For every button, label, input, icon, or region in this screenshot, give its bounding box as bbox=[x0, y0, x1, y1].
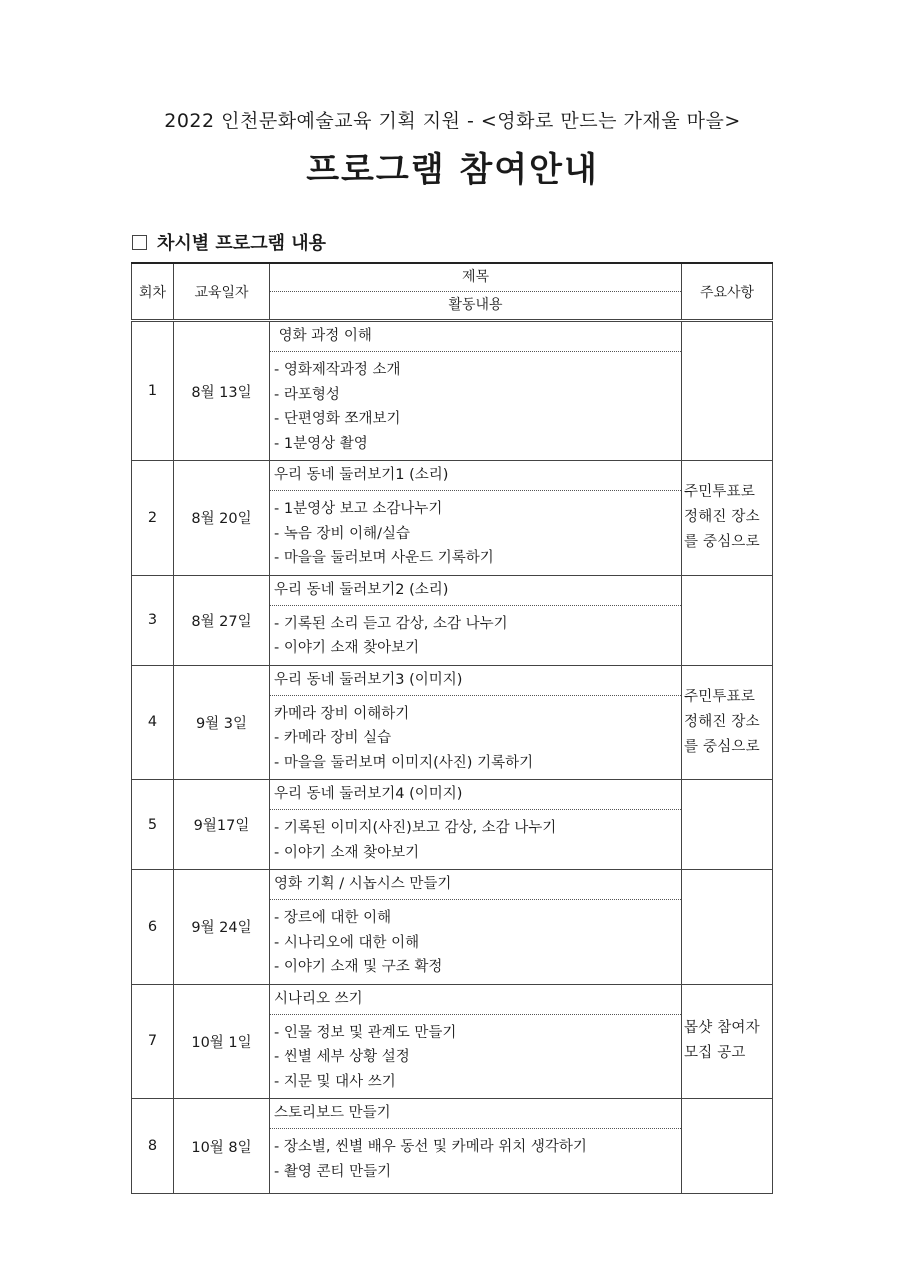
session-title: 스토리보드 만들기 bbox=[270, 1099, 681, 1129]
session-date: 9월 24일 bbox=[174, 870, 270, 985]
session-date: 8월 27일 bbox=[174, 575, 270, 665]
section-heading bbox=[132, 229, 326, 255]
session-content bbox=[270, 870, 682, 985]
activity-item: - 마을을 둘러보며 사운드 기록하기 bbox=[274, 550, 494, 566]
activity-item: - 녹음 장비 이해/실습 bbox=[274, 525, 411, 542]
activity-item: - 마을을 둘러보며 이미지(사진) 기록하기 bbox=[274, 754, 534, 771]
session-note bbox=[682, 780, 773, 870]
activity-item: - 씬별 세부 상황 설정 bbox=[274, 1049, 410, 1065]
session-activities bbox=[270, 900, 681, 984]
session-note bbox=[682, 1099, 773, 1194]
session-activities bbox=[270, 810, 681, 869]
table-row bbox=[132, 461, 773, 576]
session-note bbox=[682, 575, 773, 665]
session-activities bbox=[270, 696, 681, 780]
activity-item: - 촬영 콘티 만들기 bbox=[274, 1163, 392, 1180]
session-number: 8 bbox=[132, 1099, 174, 1194]
session-activities bbox=[270, 491, 681, 575]
table-row bbox=[132, 780, 773, 870]
session-number: 2 bbox=[132, 461, 174, 576]
session-note: 주민투표로 정해진 장소를 중심으로 bbox=[682, 461, 773, 576]
table-row bbox=[132, 984, 773, 1099]
header-no: 회차 bbox=[132, 263, 174, 321]
header-date: 교육일자 bbox=[174, 263, 270, 321]
session-title: 우리 동네 둘러보기2 (소리) bbox=[270, 576, 681, 606]
activity-item: - 이야기 소재 및 구조 확정 bbox=[274, 959, 443, 975]
session-note bbox=[682, 870, 773, 985]
session-number: 4 bbox=[132, 665, 174, 780]
session-activities bbox=[270, 1015, 681, 1099]
session-title: 시나리오 쓰기 bbox=[270, 985, 681, 1015]
session-number: 6 bbox=[132, 870, 174, 985]
session-note: 몹샷 참여자 모집 공고 bbox=[682, 984, 773, 1099]
session-title: 영화 기획 / 시놉시스 만들기 bbox=[270, 870, 681, 900]
session-note: 주민투표로 정해진 장소를 중심으로 bbox=[682, 665, 773, 780]
session-number: 7 bbox=[132, 984, 174, 1099]
document-subtitle: 2022 인천문화예술교육 기획 지원 - <영화로 만드는 가재울 마을> bbox=[164, 110, 741, 132]
table-row bbox=[132, 321, 773, 461]
session-title: 영화 과정 이해 bbox=[270, 322, 681, 352]
session-number: 5 bbox=[132, 780, 174, 870]
activity-item: - 단편영화 쪼개보기 bbox=[274, 411, 401, 427]
activity-item: - 1분영상 보고 소감나누기 bbox=[274, 501, 443, 517]
table-row bbox=[132, 1099, 773, 1194]
header-title: 제목 bbox=[270, 264, 681, 292]
section-title: 차시별 프로그램 내용 bbox=[157, 233, 327, 254]
activity-item: - 영화제작과정 소개 bbox=[274, 362, 401, 378]
session-content bbox=[270, 321, 682, 461]
activity-item: - 기록된 소리 듣고 감상, 소감 나누기 bbox=[274, 615, 508, 632]
session-content bbox=[270, 665, 682, 780]
session-date: 10월 1일 bbox=[174, 984, 270, 1099]
session-activities bbox=[270, 352, 681, 460]
session-date: 9월17일 bbox=[174, 780, 270, 870]
session-number: 1 bbox=[132, 321, 174, 461]
table-row bbox=[132, 665, 773, 780]
session-content bbox=[270, 780, 682, 870]
activity-item: - 라포형성 bbox=[274, 386, 340, 403]
session-date: 8월 13일 bbox=[174, 321, 270, 461]
activity-item: - 기록된 이미지(사진)보고 감상, 소감 나누기 bbox=[274, 820, 557, 836]
table-row bbox=[132, 575, 773, 665]
session-activities bbox=[270, 1129, 681, 1188]
document-title: 프로그램 참여안내 bbox=[306, 150, 599, 190]
session-note bbox=[682, 321, 773, 461]
activity-item: - 시나리오에 대한 이해 bbox=[274, 934, 420, 951]
session-title: 우리 동네 둘러보기4 (이미지) bbox=[270, 780, 681, 810]
session-content bbox=[270, 984, 682, 1099]
header-title-activity bbox=[270, 263, 682, 321]
session-content bbox=[270, 575, 682, 665]
session-title: 우리 동네 둘러보기3 (이미지) bbox=[270, 666, 681, 696]
activity-item: - 1분영상 촬영 bbox=[274, 435, 368, 452]
table-row bbox=[132, 870, 773, 985]
activity-item: - 인물 정보 및 관계도 만들기 bbox=[274, 1024, 457, 1041]
activity-item: - 이야기 소재 찾아보기 bbox=[274, 844, 420, 861]
activity-item: - 장소별, 씬별 배우 동선 및 카메라 위치 생각하기 bbox=[274, 1139, 587, 1155]
session-activities bbox=[270, 606, 681, 665]
table-header-row bbox=[132, 263, 773, 321]
activity-item: - 지문 및 대사 쓰기 bbox=[274, 1073, 396, 1090]
header-note: 주요사항 bbox=[682, 263, 773, 321]
session-content bbox=[270, 1099, 682, 1194]
session-content bbox=[270, 461, 682, 576]
activity-item: - 카메라 장비 실습 bbox=[274, 730, 392, 746]
activity-item: - 이야기 소재 찾아보기 bbox=[274, 640, 420, 656]
checkbox-square-icon bbox=[132, 235, 147, 250]
session-date: 9월 3일 bbox=[174, 665, 270, 780]
activity-item: 카메라 장비 이해하기 bbox=[274, 705, 410, 722]
schedule-table bbox=[131, 262, 773, 1194]
header-activity: 활동내용 bbox=[448, 297, 503, 313]
session-title: 우리 동네 둘러보기1 (소리) bbox=[270, 461, 681, 491]
session-date: 10월 8일 bbox=[174, 1099, 270, 1194]
session-date: 8월 20일 bbox=[174, 461, 270, 576]
session-number: 3 bbox=[132, 575, 174, 665]
activity-item: - 장르에 대한 이해 bbox=[274, 910, 392, 926]
